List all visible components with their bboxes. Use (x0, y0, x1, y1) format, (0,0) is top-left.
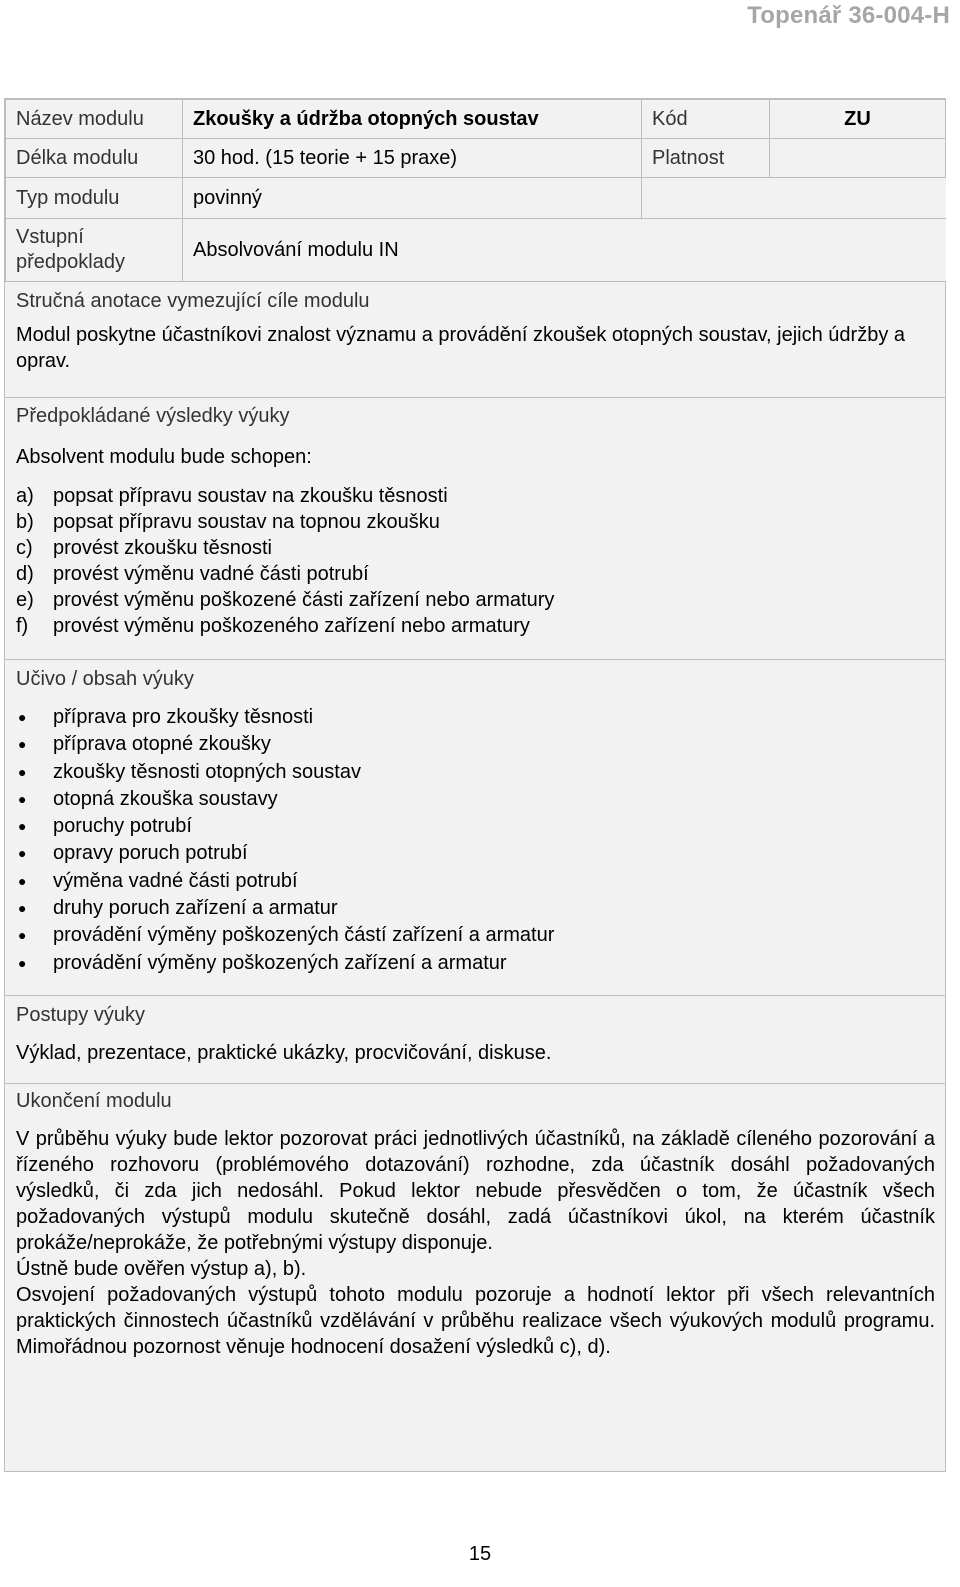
content-list (16, 704, 935, 977)
annotation-section (5, 282, 945, 398)
content-text: provádění výměny poškozených zařízení a armatur (53, 951, 507, 974)
content-item (16, 704, 935, 731)
content-text: poruchy potrubí (53, 815, 192, 838)
bullet-icon: ● (18, 818, 27, 835)
content-text: zkoušky těsnosti otopných soustav (53, 760, 361, 783)
outcomes-intro: Absolvent modulu bude schopen: (16, 446, 312, 468)
content-text: otopná zkouška soustavy (53, 787, 278, 810)
empty-cell (642, 178, 946, 219)
module-length-value: 30 hod. (15 teorie + 15 praxe) (183, 139, 642, 178)
content-item (16, 950, 935, 977)
bullet-icon: ● (18, 763, 27, 780)
outcome-item (16, 561, 935, 587)
outcome-item (16, 509, 935, 535)
outcomes-title: Předpokládané výsledky výuky (16, 405, 290, 427)
document-code-header: Topenář 36-004-H (747, 2, 950, 29)
bullet-icon: ● (18, 927, 27, 944)
content-item (16, 895, 935, 922)
outcome-marker: d) (16, 563, 34, 585)
outcome-marker: c) (16, 537, 33, 559)
content-text: opravy poruch potrubí (53, 842, 248, 865)
methods-title: Postupy výuky (16, 1004, 145, 1026)
module-name-value: Zkoušky a údržba otopných soustav (183, 100, 642, 139)
outcome-text: provést výměnu poškozené části zařízení nebo armatury (53, 589, 555, 611)
completion-paragraph-3: Osvojení požadovaných výstupů tohoto modulu pozoruje a hodnotí lektor při všech relevantních praktických činnostech účastníků vzdělávání v průběhu realizace všech výukových modulů programu. Mimořádnou pozornost věnuje hodnocení dosažení výsledků c), d). (16, 1284, 935, 1358)
module-type-value: povinný (183, 178, 642, 219)
content-title: Učivo / obsah výuky (16, 668, 194, 690)
content-item (16, 922, 935, 949)
content-item (16, 731, 935, 758)
outcome-text: popsat přípravu soustav na zkoušku těsnosti (53, 485, 448, 507)
content-text: provádění výměny poškozených částí zařízení a armatur (53, 924, 555, 947)
content-item (16, 786, 935, 813)
module-validity-value (770, 139, 946, 178)
annotation-text: Modul poskytne účastníkovi znalost významu a provádění zkoušek otopných soustav, jejich údržby a oprav. (16, 324, 905, 372)
outcomes-section (5, 398, 945, 660)
outcome-text: popsat přípravu soustav na topnou zkoušku (53, 511, 440, 533)
completion-title: Ukončení modulu (16, 1090, 172, 1112)
content-text: výměna vadné části potrubí (53, 869, 298, 892)
completion-paragraph-1: V průběhu výuky bude lektor pozorovat práci jednotlivých účastníků, na základě cíleného pozorování a řízeného rozhovoru (problémového dotazování) rozhodne, zda účastník dosáhl požadovaných výsledků, či zda jich nedosáhl. Pokud lektor nebude přesvědčen o tom, že účastník všech požadovaných výstupů modulu skutečně dosáhl, zadá účastníkovi úkol, na kterém účastník prokáže/neprokáže, že potřebnými výstupy disponuje. (16, 1128, 935, 1254)
methods-section (5, 996, 945, 1084)
methods-text: Výklad, prezentace, praktické ukázky, procvičování, diskuse. (16, 1042, 552, 1064)
module-length-label: Délka modulu (6, 139, 183, 178)
completion-paragraph-2: Ústně bude ověřen výstup a), b). (16, 1258, 307, 1280)
module-meta-table (5, 99, 946, 282)
content-text: příprava otopné zkoušky (53, 733, 271, 756)
outcomes-list (16, 483, 935, 639)
bullet-icon: ● (18, 790, 27, 807)
content-item (16, 840, 935, 867)
outcome-marker: e) (16, 589, 34, 611)
module-code-label: Kód (642, 100, 770, 139)
bullet-icon: ● (18, 872, 27, 889)
module-type-label: Typ modulu (6, 178, 183, 219)
prerequisites-label: Vstupní předpoklady (6, 219, 183, 282)
outcome-marker: f) (16, 615, 29, 637)
bullet-icon: ● (18, 845, 27, 862)
module-card (4, 98, 946, 1472)
content-item (16, 759, 935, 786)
content-text: druhy poruch zařízení a armatur (53, 897, 338, 920)
content-section (5, 660, 945, 996)
prerequisites-value: Absolvování modulu IN (183, 219, 946, 282)
outcome-item (16, 535, 935, 561)
outcome-text: provést výměnu poškozeného zařízení nebo armatury (53, 615, 530, 637)
outcome-text: provést zkoušku těsnosti (53, 537, 272, 559)
content-item (16, 813, 935, 840)
bullet-icon: ● (18, 954, 27, 971)
outcome-text: provést výměnu vadné části potrubí (53, 563, 369, 585)
outcome-marker: a) (16, 485, 34, 507)
bullet-icon: ● (18, 709, 27, 725)
content-text: příprava pro zkoušky těsnosti (53, 706, 314, 728)
outcome-item (16, 613, 935, 639)
bullet-icon: ● (18, 900, 27, 917)
module-validity-label: Platnost (642, 139, 770, 178)
completion-section (5, 1084, 945, 1360)
module-code-value: ZU (770, 100, 946, 139)
outcome-item (16, 587, 935, 613)
page-number: 15 (468, 1543, 492, 1565)
outcome-marker: b) (16, 511, 34, 533)
bullet-icon: ● (18, 736, 27, 753)
annotation-title: Stručná anotace vymezující cíle modulu (16, 290, 370, 312)
content-item (16, 868, 935, 895)
module-name-label: Název modulu (6, 100, 183, 139)
outcome-item (16, 483, 935, 509)
